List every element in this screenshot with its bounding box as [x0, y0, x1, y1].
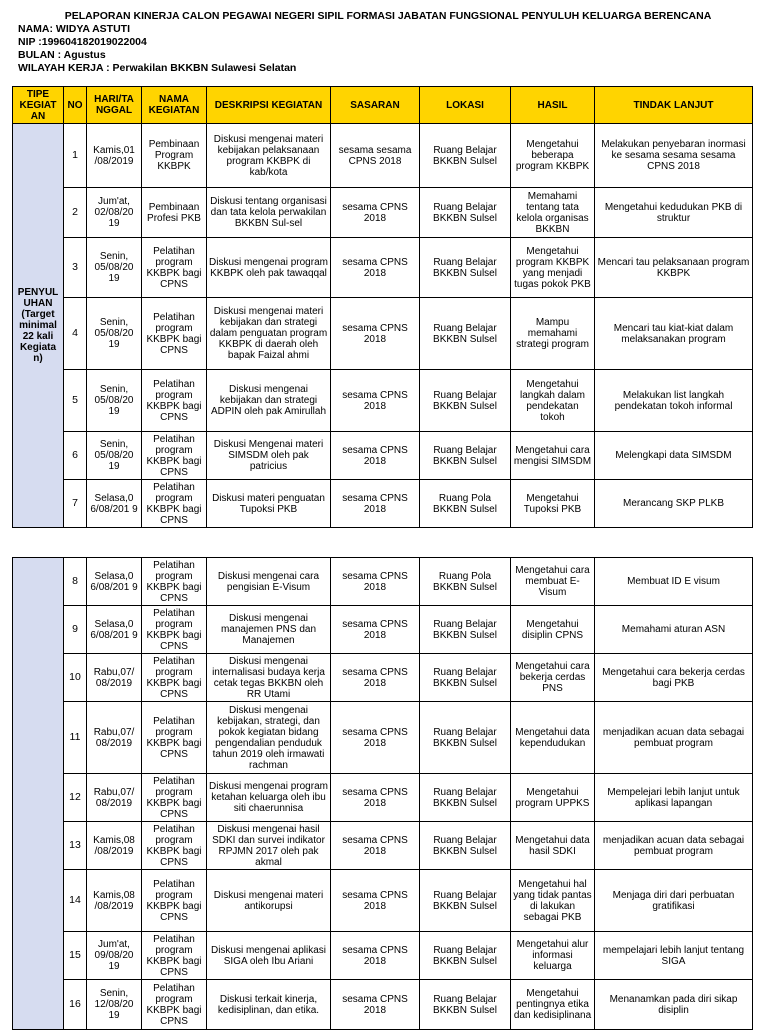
cell-tanggal: Rabu,07/ 08/2019 [87, 774, 142, 822]
cell-hasil: Mengetahui Tupoksi PKB [511, 480, 595, 528]
cell-deskripsi: Diskusi mengenai internalisasi budaya kerja cetak tegas BKKBN oleh RR Utami [207, 654, 331, 702]
cell-no: 3 [64, 238, 87, 298]
cell-hasil: Mengetahui program UPPKS [511, 774, 595, 822]
activity-type-cell: PENYUL UHAN (Target minimal 22 kali Kegiata n) [13, 124, 64, 528]
cell-hasil: Memahami tentang tata kelola organisas BKKBN [511, 188, 595, 238]
cell-deskripsi: Diskusi mengenai hasil SDKI dan survei indikator RPJMN 2017 oleh pak akmal [207, 822, 331, 870]
cell-sasaran: sesama CPNS 2018 [331, 654, 420, 702]
cell-deskripsi: Diskusi mengenai aplikasi SIGA oleh Ibu Ariani [207, 932, 331, 980]
cell-nama: Pelatihan program KKBPK bagi CPNS [142, 980, 207, 1030]
cell-tindak: Mencari tau kiat-kiat dalam melaksanakan program [595, 298, 753, 370]
col-header-sasaran: SASARAN [331, 87, 420, 124]
table-row [13, 606, 753, 654]
cell-tindak: Melengkapi data SIMSDM [595, 432, 753, 480]
cell-no: 6 [64, 432, 87, 480]
cell-nama: Pelatihan program KKBPK bagi CPNS [142, 654, 207, 702]
work-area-value: Perwakilan BKKBN Sulawesi Selatan [112, 62, 297, 74]
cell-hasil: Mengetahui disiplin CPNS [511, 606, 595, 654]
col-header-tipe: TIPE KEGIAT AN [13, 87, 64, 124]
cell-tindak: Menanamkan pada diri sikap disiplin [595, 980, 753, 1030]
cell-tanggal: Rabu,07/ 08/2019 [87, 702, 142, 774]
activity-table-page1 [12, 86, 753, 528]
col-header-hasil: HASIL [511, 87, 595, 124]
cell-tindak: Menjaga diri dari perbuatan gratifikasi [595, 870, 753, 932]
table-row [13, 702, 753, 774]
table-row [13, 774, 753, 822]
cell-hasil: Mengetahui cara bekerja cerdas PNS [511, 654, 595, 702]
cell-lokasi: Ruang Belajar BKKBN Sulsel [420, 606, 511, 654]
cell-lokasi: Ruang Belajar BKKBN Sulsel [420, 432, 511, 480]
cell-tanggal: Selasa,0 6/08/201 9 [87, 558, 142, 606]
table-header-row [13, 87, 753, 124]
cell-tindak: Mengetahui cara bekerja cerdas bagi PKB [595, 654, 753, 702]
cell-tanggal: Senin, 05/08/20 19 [87, 432, 142, 480]
cell-hasil: Mengetahui langkah dalam pendekatan tokoh [511, 370, 595, 432]
cell-no: 8 [64, 558, 87, 606]
table-row [13, 558, 753, 606]
cell-tanggal: Kamis,01 /08/2019 [87, 124, 142, 188]
table-row [13, 370, 753, 432]
cell-deskripsi: Diskusi mengenai manajemen PNS dan Manajemen [207, 606, 331, 654]
cell-hasil: Mengetahui data hasil SDKI [511, 822, 595, 870]
cell-no: 16 [64, 980, 87, 1030]
report-header [18, 10, 758, 75]
cell-tanggal: Selasa,0 6/08/201 9 [87, 480, 142, 528]
work-area-label: WILAYAH KERJA : [18, 62, 113, 74]
cell-lokasi: Ruang Belajar BKKBN Sulsel [420, 702, 511, 774]
cell-lokasi: Ruang Belajar BKKBN Sulsel [420, 370, 511, 432]
cell-tanggal: Selasa,0 6/08/201 9 [87, 606, 142, 654]
col-header-no: NO [64, 87, 87, 124]
cell-no: 7 [64, 480, 87, 528]
cell-deskripsi: Diskusi mengenai materi kebijakan dan strategi dalam penguatan program KKBPK di daerah oleh bapak Faizal ahmi [207, 298, 331, 370]
cell-nama: Pelatihan program KKBPK bagi CPNS [142, 822, 207, 870]
cell-hasil: Mengetahui pentingnya etika dan kedisiplinana [511, 980, 595, 1030]
cell-tindak: Melakukan list langkah pendekatan tokoh informal [595, 370, 753, 432]
table-row [13, 188, 753, 238]
cell-lokasi: Ruang Belajar BKKBN Sulsel [420, 774, 511, 822]
table-row [13, 480, 753, 528]
cell-lokasi: Ruang Belajar BKKBN Sulsel [420, 980, 511, 1030]
cell-tindak: mempelajari lebih lanjut tentang SIGA [595, 932, 753, 980]
cell-no: 11 [64, 702, 87, 774]
table-row [13, 432, 753, 480]
cell-no: 4 [64, 298, 87, 370]
nip-line: NIP :199604182019022004 [18, 36, 147, 48]
cell-sasaran: sesama CPNS 2018 [331, 432, 420, 480]
cell-sasaran: sesama CPNS 2018 [331, 980, 420, 1030]
cell-sasaran: sesama CPNS 2018 [331, 558, 420, 606]
cell-nama: Pelatihan program KKBPK bagi CPNS [142, 606, 207, 654]
cell-nama: Pelatihan program KKBPK bagi CPNS [142, 480, 207, 528]
cell-lokasi: Ruang Pola BKKBN Sulsel [420, 480, 511, 528]
work-area-line [18, 62, 758, 75]
table-row [13, 822, 753, 870]
cell-tindak: menjadikan acuan data sebagai pembuat program [595, 702, 753, 774]
cell-tanggal: Kamis,08 /08/2019 [87, 870, 142, 932]
cell-lokasi: Ruang Belajar BKKBN Sulsel [420, 932, 511, 980]
cell-deskripsi: Diskusi Mengenai materi SIMSDM oleh pak patricius [207, 432, 331, 480]
cell-sasaran: sesama CPNS 2018 [331, 238, 420, 298]
table-row [13, 980, 753, 1030]
cell-hasil: Mengetahui data kependudukan [511, 702, 595, 774]
cell-no: 2 [64, 188, 87, 238]
cell-nama: Pelatihan program KKBPK bagi CPNS [142, 238, 207, 298]
cell-tanggal: Senin, 05/08/20 19 [87, 238, 142, 298]
col-header-tindak: TINDAK LANJUT [595, 87, 753, 124]
cell-tindak: Memahami aturan ASN [595, 606, 753, 654]
cell-deskripsi: Diskusi materi penguatan Tupoksi PKB [207, 480, 331, 528]
cell-lokasi: Ruang Belajar BKKBN Sulsel [420, 870, 511, 932]
cell-sasaran: sesama CPNS 2018 [331, 822, 420, 870]
cell-deskripsi: Diskusi mengenai materi antikorupsi [207, 870, 331, 932]
cell-tindak: menjadikan acuan data sebagai pembuat program [595, 822, 753, 870]
col-header-tanggal: HARI/TA NGGAL [87, 87, 142, 124]
cell-sasaran: sesama CPNS 2018 [331, 370, 420, 432]
cell-nama: Pelatihan program KKBPK bagi CPNS [142, 932, 207, 980]
cell-lokasi: Ruang Belajar BKKBN Sulsel [420, 654, 511, 702]
cell-tindak: Merancang SKP PLKB [595, 480, 753, 528]
cell-tanggal: Rabu,07/ 08/2019 [87, 654, 142, 702]
cell-hasil: Mengetahui cara membuat E-Visum [511, 558, 595, 606]
cell-tindak: Mengetahui kedudukan PKB di struktur [595, 188, 753, 238]
cell-deskripsi: Diskusi mengenai program KKBPK oleh pak tawaqqal [207, 238, 331, 298]
cell-hasil: Mengetahui hal yang tidak pantas di lakukan sebagai PKB [511, 870, 595, 932]
activity-table-page2 [12, 557, 753, 1030]
table-row [13, 654, 753, 702]
cell-sasaran: sesama CPNS 2018 [331, 702, 420, 774]
cell-nama: Pelatihan program KKBPK bagi CPNS [142, 870, 207, 932]
cell-deskripsi: Diskusi mengenai program ketahan keluarga oleh ibu siti chaerunnisa [207, 774, 331, 822]
cell-nama: Pelatihan program KKBPK bagi CPNS [142, 558, 207, 606]
cell-hasil: Mengetahui beberapa program KKBPK [511, 124, 595, 188]
cell-lokasi: Ruang Belajar BKKBN Sulsel [420, 298, 511, 370]
cell-tanggal: Jum'at, 02/08/20 19 [87, 188, 142, 238]
cell-no: 15 [64, 932, 87, 980]
cell-tindak: Mencari tau pelaksanaan program KKBPK [595, 238, 753, 298]
table-row [13, 238, 753, 298]
cell-tanggal: Senin, 05/08/20 19 [87, 370, 142, 432]
cell-tanggal: Senin, 12/08/20 19 [87, 980, 142, 1030]
cell-nama: Pelatihan program KKBPK bagi CPNS [142, 370, 207, 432]
cell-sasaran: sesama CPNS 2018 [331, 298, 420, 370]
cell-nama: Pelatihan program KKBPK bagi CPNS [142, 774, 207, 822]
cell-nama: Pelatihan program KKBPK bagi CPNS [142, 702, 207, 774]
col-header-nama: NAMA KEGIATAN [142, 87, 207, 124]
col-header-lokasi: LOKASI [420, 87, 511, 124]
cell-hasil: Mengetahui cara mengisi SIMSDM [511, 432, 595, 480]
cell-nama: Pelatihan program KKBPK bagi CPNS [142, 432, 207, 480]
cell-lokasi: Ruang Belajar BKKBN Sulsel [420, 124, 511, 188]
cell-sasaran: sesama CPNS 2018 [331, 480, 420, 528]
cell-lokasi: Ruang Belajar BKKBN Sulsel [420, 188, 511, 238]
cell-tanggal: Senin, 05/08/20 19 [87, 298, 142, 370]
cell-deskripsi: Diskusi mengenai kebijakan, strategi, dan pokok kegiatan bidang pengendalian penduduk tahun 2019 oleh irmawati rachman [207, 702, 331, 774]
cell-no: 9 [64, 606, 87, 654]
cell-nama: Pembinaan Profesi PKB [142, 188, 207, 238]
cell-no: 14 [64, 870, 87, 932]
cell-lokasi: Ruang Belajar BKKBN Sulsel [420, 238, 511, 298]
cell-lokasi: Ruang Pola BKKBN Sulsel [420, 558, 511, 606]
cell-tindak: Melakukan penyebaran inormasi ke sesama sesama sesama CPNS 2018 [595, 124, 753, 188]
cell-tindak: Mempelejari lebih lanjut untuk aplikasi lapangan [595, 774, 753, 822]
cell-sasaran: sesama CPNS 2018 [331, 606, 420, 654]
cell-no: 1 [64, 124, 87, 188]
cell-hasil: Mampu memahami strategi program [511, 298, 595, 370]
table-row [13, 870, 753, 932]
cell-nama: Pembinaan Program KKBPK [142, 124, 207, 188]
cell-deskripsi: Diskusi mengenai kebijakan dan strategi ADPIN oleh pak Amirullah [207, 370, 331, 432]
table-row [13, 298, 753, 370]
cell-no: 10 [64, 654, 87, 702]
cell-no: 5 [64, 370, 87, 432]
cell-sasaran: sesama CPNS 2018 [331, 188, 420, 238]
page-break [0, 529, 768, 555]
table-row [13, 124, 753, 188]
cell-deskripsi: Diskusi mengenai materi kebijakan pelaksanaan program KKBPK di kab/kota [207, 124, 331, 188]
cell-tindak: Membuat ID E visum [595, 558, 753, 606]
cell-no: 12 [64, 774, 87, 822]
cell-hasil: Mengetahui alur informasi keluarga [511, 932, 595, 980]
cell-no: 13 [64, 822, 87, 870]
cell-sasaran: sesama CPNS 2018 [331, 774, 420, 822]
cell-lokasi: Ruang Belajar BKKBN Sulsel [420, 822, 511, 870]
report-title: PELAPORAN KINERJA CALON PEGAWAI NEGERI SIPIL FORMASI JABATAN FUNGSIONAL PENYULUH KELUARGA BERENCANA [64, 10, 712, 22]
cell-deskripsi: Diskusi terkait kinerja, kedisiplinan, dan etika. [207, 980, 331, 1030]
col-header-deskripsi: DESKRIPSI KEGIATAN [207, 87, 331, 124]
cell-deskripsi: Diskusi mengenai cara pengisian E-Visum [207, 558, 331, 606]
month-line: BULAN : Agustus [18, 49, 106, 61]
cell-sasaran: sesama CPNS 2018 [331, 932, 420, 980]
cell-deskripsi: Diskusi tentang organisasi dan tata kelola perwakilan BKKBN Sul-sel [207, 188, 331, 238]
cell-tanggal: Kamis,08 /08/2019 [87, 822, 142, 870]
cell-tanggal: Jum'at, 09/08/20 19 [87, 932, 142, 980]
name-line: NAMA: WIDYA ASTUTI [18, 23, 130, 35]
cell-hasil: Mengetahui program KKBPK yang menjadi tugas pokok PKB [511, 238, 595, 298]
activity-type-cell [13, 558, 64, 1030]
cell-sasaran: sesama CPNS 2018 [331, 870, 420, 932]
cell-nama: Pelatihan program KKBPK bagi CPNS [142, 298, 207, 370]
cell-sasaran: sesama sesama CPNS 2018 [331, 124, 420, 188]
table-row [13, 932, 753, 980]
